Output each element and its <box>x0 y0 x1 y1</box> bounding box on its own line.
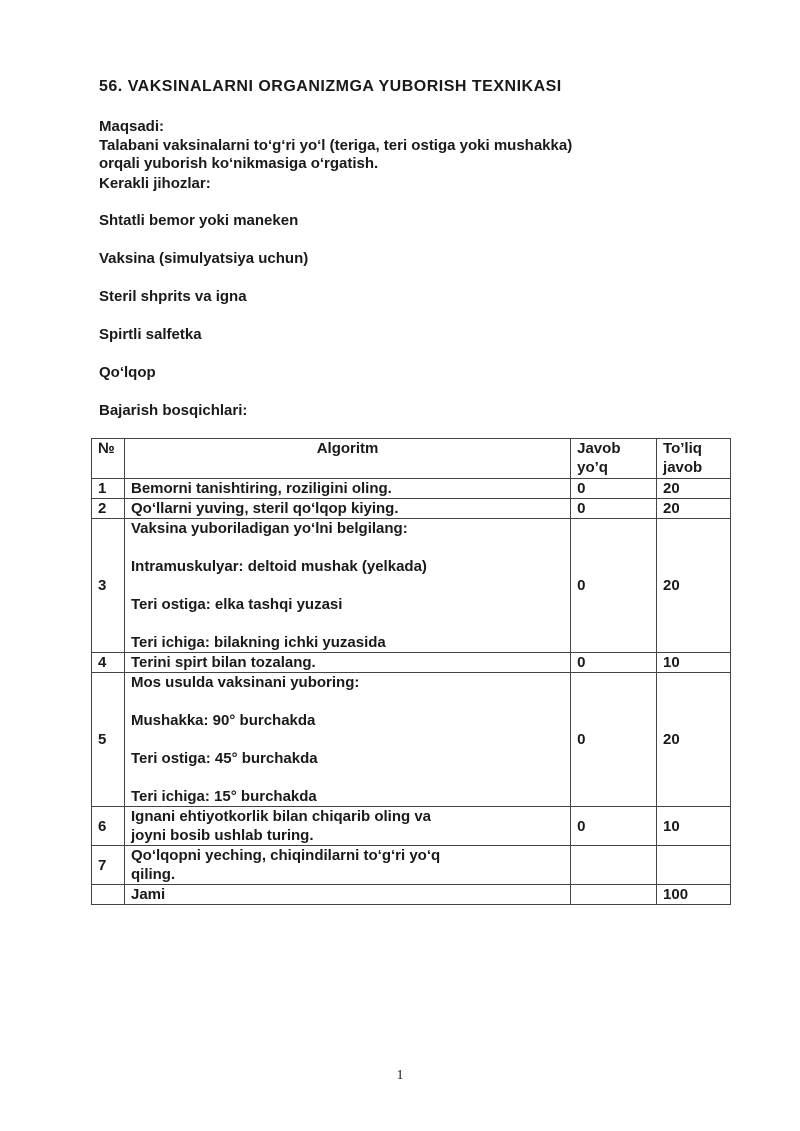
algorithm-table <box>91 438 731 905</box>
maqsadi-text <box>99 137 771 173</box>
bosqich-label: Bajarish bosqichlari: <box>99 402 248 419</box>
algoritm-line: Intramuskulyar: deltoid mushak (yelkada) <box>130 558 427 575</box>
maqsadi-line: Talabani vaksinalarni to‘g‘ri yo‘l (teriga, teri ostiga yoki mushakka) <box>99 137 573 154</box>
header-javob <box>571 439 657 479</box>
table-row <box>92 673 731 807</box>
algoritm-line: qiling. <box>130 866 176 883</box>
jihoz-item: Spirtli salfetka <box>99 326 202 343</box>
table-total-row <box>92 885 731 905</box>
row-ball: 10 <box>657 653 731 673</box>
algoritm-line: Qo‘llarni yuving, steril qo‘lqop kiying. <box>130 500 399 517</box>
header-javob-line: yo’q <box>577 459 608 476</box>
maqsadi-line: orqali yuborish ko‘nikmasiga o‘rgatish. <box>99 155 379 172</box>
row-number: 2 <box>92 499 125 519</box>
row-javob: 0 <box>571 807 657 846</box>
row-algoritm <box>124 653 570 673</box>
algoritm-line: Qo‘lqopni yeching, chiqindilarni to‘g‘ri yo‘q <box>130 847 441 864</box>
algoritm-line: Teri ostiga: 45° burchakda <box>130 750 318 767</box>
jihoz-item: Steril shprits va igna <box>99 288 247 305</box>
row-ball: 20 <box>657 479 731 499</box>
header-toliq-line: To’liq <box>663 440 702 457</box>
algoritm-line: Vaksina yuboriladigan yo‘lni belgilang: <box>130 520 408 537</box>
table-row <box>92 499 731 519</box>
table-row <box>92 653 731 673</box>
algoritm-line: Teri ostiga: elka tashqi yuzasi <box>130 596 343 613</box>
page-number: 1 <box>396 1068 404 1083</box>
algoritm-line: Mushakka: 90° burchakda <box>130 712 316 729</box>
total-ball: 100 <box>657 885 731 905</box>
table-header-row <box>92 439 731 479</box>
row-number: 6 <box>92 807 125 846</box>
jihoz-item: Shtatli bemor yoki maneken <box>99 212 299 229</box>
row-algoritm <box>124 479 570 499</box>
row-ball: 10 <box>657 807 731 846</box>
algoritm-line: Bemorni tanishtiring, roziligini oling. <box>130 480 392 497</box>
table-row <box>92 807 731 846</box>
algoritm-line: Ignani ehtiyotkorlik bilan chiqarib oling va <box>130 808 432 825</box>
header-algoritm: Algoritm <box>124 439 570 479</box>
algoritm-line: Terini spirt bilan tozalang. <box>130 654 316 671</box>
jihozlar-label: Kerakli jihozlar: <box>99 175 211 192</box>
row-algoritm <box>124 846 570 885</box>
algoritm-line: Mos usulda vaksinani yuboring: <box>130 674 360 691</box>
jihoz-item: Qo‘lqop <box>99 364 156 381</box>
row-ball: 20 <box>657 673 731 807</box>
total-empty-cell <box>571 885 657 905</box>
algoritm-line: Teri ichiga: bilakning ichki yuzasida <box>130 634 386 651</box>
page-title: 56. VAKSINALARNI ORGANIZMGA YUBORISH TEXNIKASI <box>99 78 562 95</box>
row-javob <box>571 846 657 885</box>
row-javob: 0 <box>571 519 657 653</box>
algoritm-line: joyni bosib ushlab turing. <box>130 827 314 844</box>
algoritm-line: Teri ichiga: 15° burchakda <box>130 788 317 805</box>
row-javob: 0 <box>571 479 657 499</box>
row-ball: 20 <box>657 499 731 519</box>
row-number: 7 <box>92 846 125 885</box>
row-javob: 0 <box>571 653 657 673</box>
row-javob: 0 <box>571 673 657 807</box>
row-number: 1 <box>92 479 125 499</box>
row-number: 5 <box>92 673 125 807</box>
row-number: 4 <box>92 653 125 673</box>
header-toliq-line: javob <box>663 459 703 476</box>
header-javob-line: Javob <box>577 440 621 457</box>
row-algoritm <box>124 499 570 519</box>
total-empty-cell <box>92 885 125 905</box>
row-algoritm <box>124 519 570 653</box>
jihoz-item: Vaksina (simulyatsiya uchun) <box>99 250 309 267</box>
row-ball <box>657 846 731 885</box>
header-toliq <box>657 439 731 479</box>
maqsadi-label: Maqsadi: <box>99 118 165 135</box>
row-javob: 0 <box>571 499 657 519</box>
total-label: Jami <box>124 885 570 905</box>
table-row <box>92 846 731 885</box>
row-ball: 20 <box>657 519 731 653</box>
row-algoritm <box>124 673 570 807</box>
row-algoritm <box>124 807 570 846</box>
header-no: № <box>92 439 125 479</box>
row-number: 3 <box>92 519 125 653</box>
table-row <box>92 479 731 499</box>
table-row <box>92 519 731 653</box>
